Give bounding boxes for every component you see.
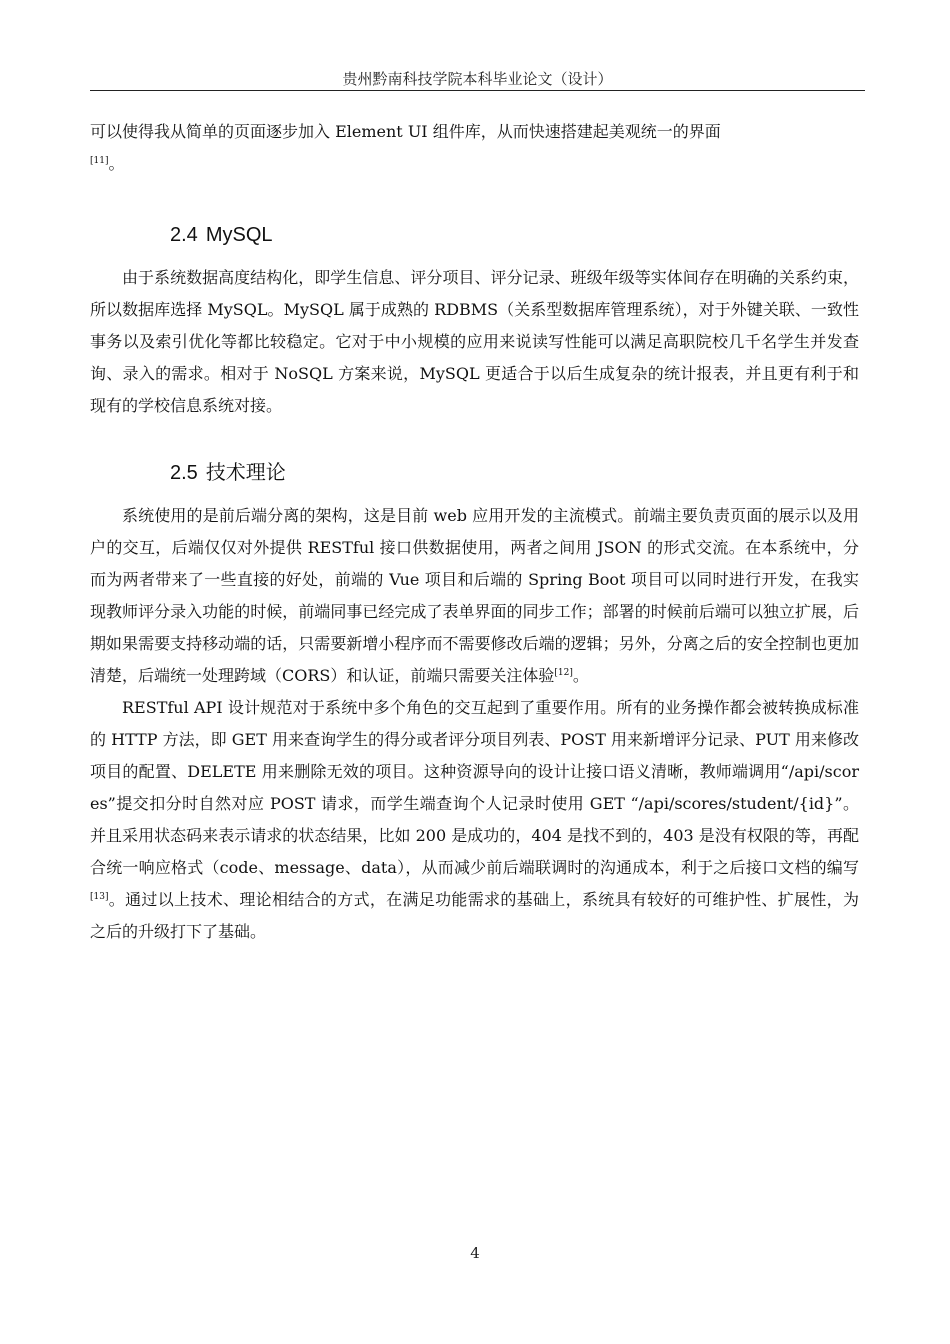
restful-text: RESTful API 设计规范对于系统中多个角色的交互起到了重要作用。所有的业务操作都会被转换成标准的 HTTP 方法，即 GET 用来查询学生的得分或者评分项目列表、POST 用来新增评分记录、PUT 用来修改项目的配置、DELETE 用来删除无效的项目。这种资源导向的设计让接口语义清晰，教师端调用“/api/scores”提交扣分时自然对应 POST 请求，而学生端查询个人记录时使用 GET “/api/scores/student/{id}”。并且采用状态码来表示请求的状态结果，比如 200 是成功的，404 是找不到的，403 是没有权限的等，再配合统一响应格式（code、message、data），从而减少前后端联调时的沟通成本，利于之后接口文档的编写 (90, 698, 859, 877)
intro-paragraph (90, 116, 859, 180)
page-number: 4 (470, 1244, 480, 1262)
architecture-tail: 。 (572, 666, 589, 685)
intro-tail: 。 (108, 154, 125, 173)
section-heading-tech-theory (90, 458, 859, 488)
restful-tail: 。通过以上技术、理论相结合的方式，在满足功能需求的基础上，系统具有较好的可维护性、扩展性，为之后的升级打下了基础。 (90, 890, 859, 941)
section-heading-mysql (90, 220, 859, 250)
mysql-paragraph: 由于系统数据高度结构化，即学生信息、评分项目、评分记录、班级年级等实体间存在明确的关系约束，所以数据库选择 MySQL。MySQL 属于成熟的 RDBMS（关系型数据库管理系统），对于外键关联、一致性事务以及索引优化等都比较稳定。它对于中小规模的应用来说读写性能可以满足高职院校几千名学生并发查询、录入的需求。相对于 NoSQL 方案来说，MySQL 更适合于以后生成复杂的统计报表，并且更有利于和现有的学校信息系统对接。 (90, 268, 859, 415)
header-rule (90, 90, 865, 91)
citation-11: [11] (90, 156, 109, 166)
running-header: 贵州黔南科技学院本科毕业论文（设计） (342, 70, 613, 88)
page-body (90, 116, 859, 948)
section-title: 技术理论 (205, 462, 286, 484)
citation-12: [12] (554, 668, 573, 678)
architecture-paragraph (90, 500, 859, 692)
citation-13: [13] (90, 892, 109, 902)
restful-paragraph (90, 692, 859, 948)
section-number: 2.5 (170, 462, 198, 484)
intro-text: 可以使得我从简单的页面逐步加入 Element UI 组件库，从而快速搭建起美观统一的界面 (90, 122, 721, 141)
section-title: MySQL (205, 224, 273, 246)
architecture-text: 系统使用的是前后端分离的架构，这是目前 web 应用开发的主流模式。前端主要负责页面的展示以及用户的交互，后端仅仅对外提供 RESTful 接口供数据使用，两者之间用 JSON 的形式交流。在本系统中，分而为两者带来了一些直接的好处，前端的 Vue 项目和后端的 Spring Boot 项目可以同时进行开发，在我实现教师评分录入功能的时候，前端同事已经完成了表单界面的同步工作；部署的时候前后端可以独立扩展，后期如果需要支持移动端的话，只需要新增小程序而不需要修改后端的逻辑；另外，分离之后的安全控制也更加清楚，后端统一处理跨域（CORS）和认证，前端只需要关注体验 (90, 506, 859, 685)
section-number: 2.4 (170, 224, 198, 246)
